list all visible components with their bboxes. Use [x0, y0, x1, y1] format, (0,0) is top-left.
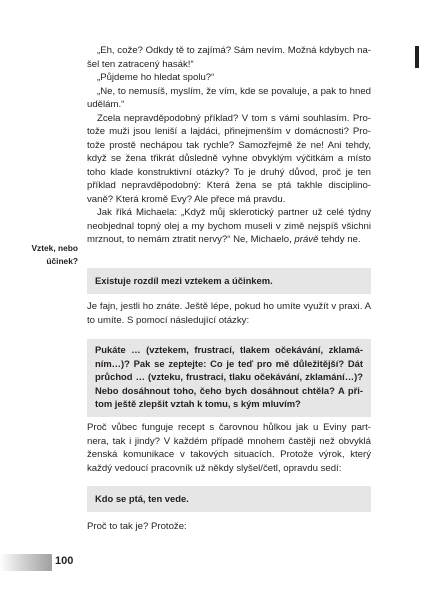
- emphasis-text: právě: [294, 234, 319, 245]
- paragraph: „Ne, to nemusíš, myslím, že vím, kde se povaluje, a pak to hned udělám.“: [87, 85, 371, 110]
- body-text-top: [87, 44, 371, 247]
- paragraph: „Půjdeme ho hledat spolu?“: [97, 72, 215, 83]
- callout-box: Pukáte … (vztekem, frustrací, tlakem očekávání, zklamá-ním…)? Pak se zeptejte: Co je teď pro mě důležitější? Dát průchod … (vzteku, frustraci, tlaku očekávání, zklamání…)? Nebo dosáhnout toho, čeho bych dosáhnout chtěla? A při-tom ještě zlepšit vztah k tomu, s kým mluvím?: [87, 339, 371, 417]
- page-number: 100: [55, 555, 74, 567]
- margin-note: Vztek, nebo účinek?: [31, 243, 78, 266]
- callout-box: Existuje rozdíl mezi vztekem a účinkem.: [87, 268, 371, 294]
- callout-box: Kdo se ptá, ten vede.: [87, 486, 371, 512]
- page-footer-bar: [0, 554, 52, 571]
- body-text-middle: [87, 300, 371, 327]
- paragraph: „Eh, cože? Odkdy tě to zajímá? Sám nevím. Možná kdybych na-šel ten zatracený hasák!“: [87, 45, 371, 70]
- paragraph: Proč vůbec funguje recept s čarovnou hůlkou jak u Eviny part-nera, tak i jindy? V každém případě mnohem častěji než obvyklá ženská komunikace v takových situacích. Protože výrok, který každý vedoucí pracovník už někdy slyšel/četl, opravdu sedí:: [87, 422, 371, 474]
- chapter-tab-marker: [415, 46, 419, 68]
- paragraph: Je fajn, jestli ho znáte. Ještě lépe, pokud ho umíte využít v praxi. A to umíte. S pomocí následující otázky:: [87, 301, 371, 326]
- body-text-last: [87, 520, 371, 534]
- michaela-paragraph: [87, 206, 371, 247]
- paragraph-text: Jak říká Michaela: „Když můj sklerotický partner už celé týdny neobjednal topný olej a my bychom museli v zimě nejspíš všichni mrznout, to nemám ztratit nervy?“ Ne, Michaelo,: [87, 207, 371, 245]
- paragraph-text: tehdy ne.: [321, 234, 361, 245]
- paragraph: Zcela nepravděpodobný příklad? V tom s vámi souhlasím. Pro-tože muži jsou leniší a lajdáci, přinejmenším v domácnosti? Pro-tože prostě nechápou tak rychle? Samozřejmě že ne! Ani tehdy, když se žena třikrát důsledně vyhne obvyklým výčitkám a místo toho klade konstruktivní otázky? To je druhý důvod, proč je ten příklad nepravděpodobný: Která žena se ptá takhle disciplino-vaně? Která kromě Evy? Ale přece má pravdu.: [87, 112, 371, 205]
- paragraph: Proč to tak je? Protože:: [87, 521, 187, 532]
- body-text-lower: [87, 421, 371, 475]
